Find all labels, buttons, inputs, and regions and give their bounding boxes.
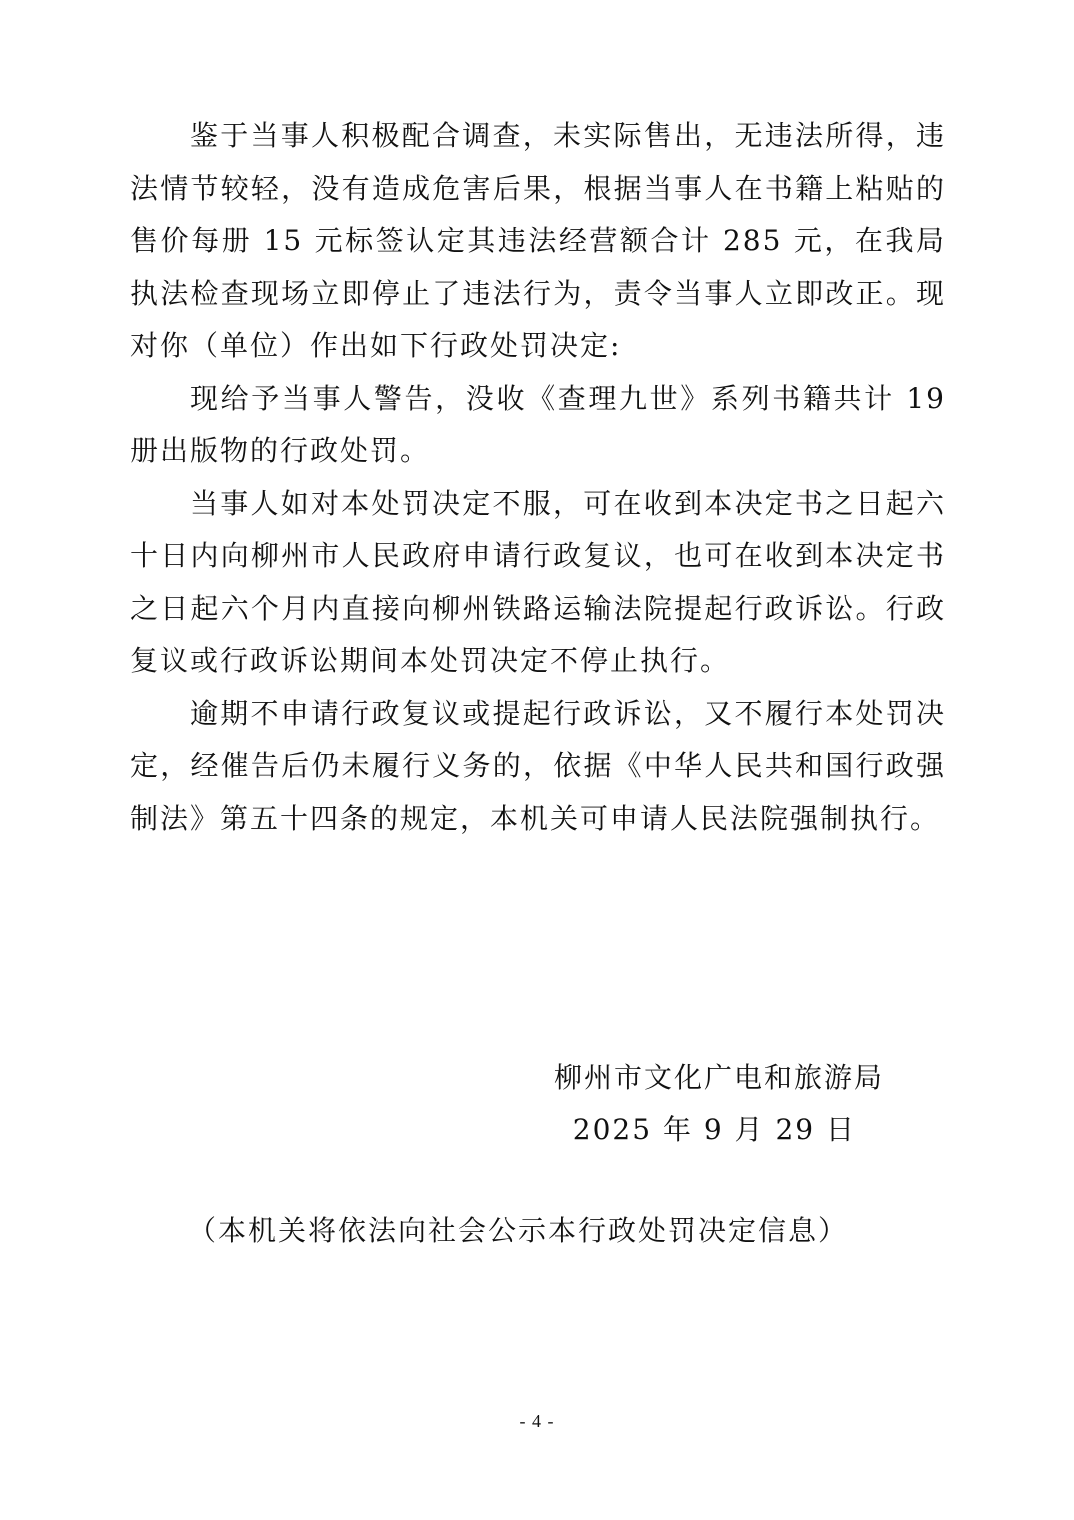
paragraph-findings: 鉴于当事人积极配合调查，未实际售出，无违法所得，违法情节较轻，没有造成危害后果，根据当事人在书籍上粘贴的售价每册 15 元标签认定其违法经营额合计 285 元，在我局执法检查现场立即停止了违法行为，责令当事人立即改正。现对你（单位）作出如下行政处罚决定: bbox=[130, 119, 946, 362]
paragraph-enforcement: 逾期不申请行政复议或提起行政诉讼，又不履行本处罚决定，经催告后仍未履行义务的，依据《中华人民共和国行政强制法》第五十四条的规定，本机关可申请人民法院强制执行。 bbox=[130, 696, 946, 835]
page-number: - 4 - bbox=[519, 1411, 555, 1431]
issue-date: 2025 年 9 月 29 日 bbox=[572, 1113, 856, 1146]
document-body bbox=[130, 110, 946, 845]
paragraph-appeal-rights: 当事人如对本处罚决定不服，可在收到本决定书之日起六十日内向柳州市人民政府申请行政复议，也可在收到本决定书之日起六个月内直接向柳州铁路运输法院提起行政诉讼。行政复议或行政诉讼期间本处罚决定不停止执行。 bbox=[130, 486, 946, 677]
public-disclosure-note: （本机关将依法向社会公示本行政处罚决定信息） bbox=[188, 1214, 849, 1247]
paragraph-penalty: 现给予当事人警告，没收《查理九世》系列书籍共计 19 册出版物的行政处罚。 bbox=[130, 381, 946, 467]
signature-block bbox=[554, 1052, 884, 1156]
issuing-authority: 柳州市文化广电和旅游局 bbox=[553, 1061, 884, 1094]
